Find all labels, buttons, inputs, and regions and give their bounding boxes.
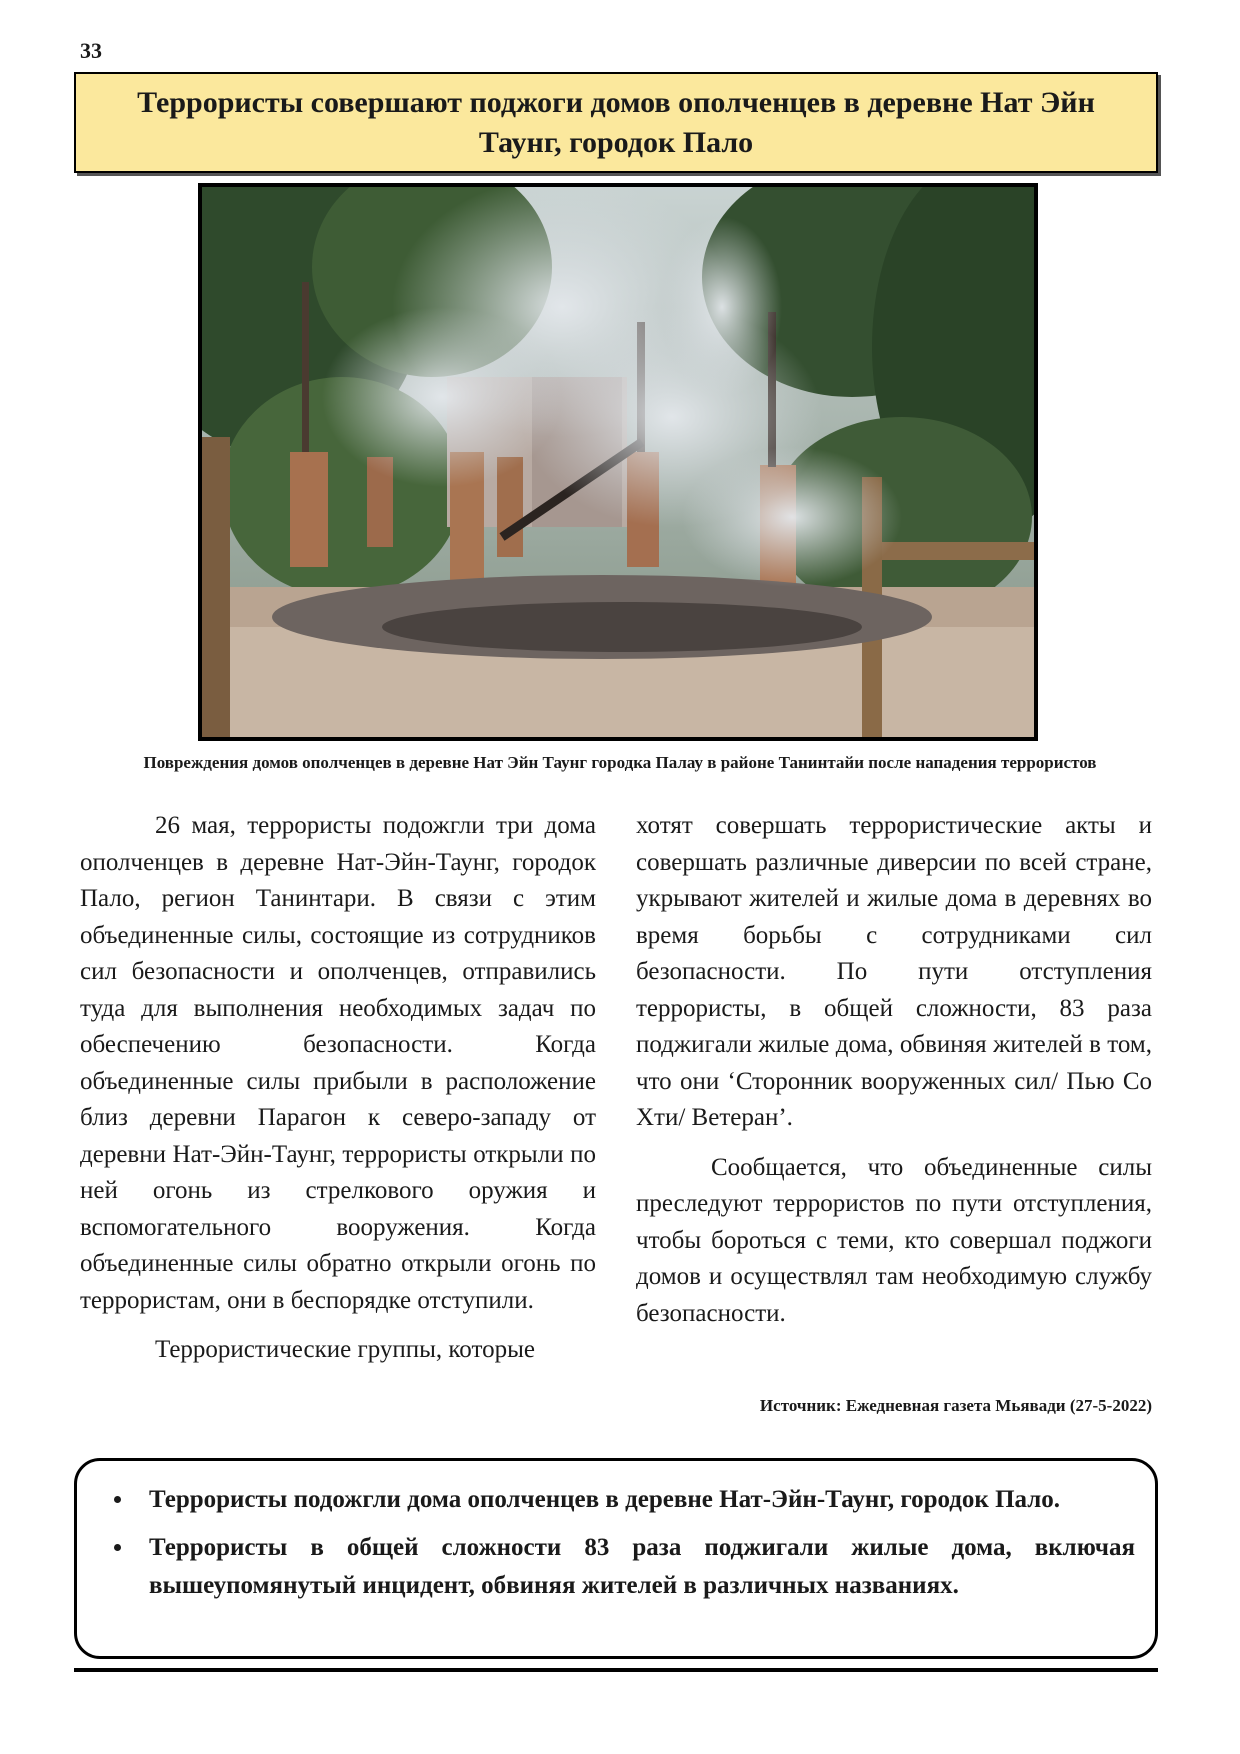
article-photo xyxy=(198,183,1038,741)
article-column-right xyxy=(636,808,1152,1345)
paragraph: 26 мая, террористы подожгли три дома ополченцев в деревне Нат-Эйн-Таунг, городок Пало, регион Танинтари. В связи с этим объединенные силы, состоящие из сотрудников сил безопасности и ополченцев, отправились туда для выполнения необходимых задач по обеспечению безопасности. Когда объединенные силы прибыли в расположение близ деревни Парагон к северо-западу от деревни Нат-Эйн-Таунг, террористы открыли по ней огонь из стрелкового оружия и вспомогательного вооружения. Когда объединенные силы обратно открыли огонь по террористам, они в беспорядке отступили. xyxy=(80,812,596,1314)
summary-list xyxy=(97,1481,1135,1605)
article-column-left xyxy=(80,808,596,1382)
photo-caption: Повреждения домов ополченцев в деревне Нат Эйн Таунг городка Палау в районе Танинтайи после нападения террористов xyxy=(143,753,1097,772)
summary-item: • Террористы подожгли дома ополченцев в деревне Нат-Эйн-Таунг, городок Пало. xyxy=(135,1481,1135,1519)
paragraph: хотят совершать террористические акты и совершать различные диверсии по всей стране, укрывают жителей и жилые дома в деревнях во время борьбы с сотрудниками сил безопасности. По пути отступления террористы, в общей сложности, 83 раза поджигали жилые дома, обвиняя жителей в том, что они ‘Сторонник вооруженных сил/ Пью Со Хти/ Ветеран’. xyxy=(636,812,1152,1131)
summary-item: • Террористы в общей сложности 83 раза поджигали жилые дома, включая вышеупомянутый инцидент, обвиняя жителей в различных названиях. xyxy=(135,1529,1135,1605)
bottom-divider xyxy=(74,1668,1158,1672)
summary-box xyxy=(74,1458,1158,1659)
paragraph: Террористические группы, которые xyxy=(155,1336,535,1363)
paragraph: Сообщается, что объединенные силы преследуют террористов по пути отступления, чтобы бороться с теми, кто совершал поджоги домов и осуществлял там необходимую службу безопасности. xyxy=(636,1153,1152,1327)
page-number: 33 xyxy=(80,38,102,63)
article-title: Террористы совершают поджоги домов ополченцев в деревне Нат Эйн Таунг, городок Пало xyxy=(74,72,1158,173)
source-note: Источник: Ежедневная газета Мьявади (27-5-2022) xyxy=(759,1396,1152,1415)
burned-house-photo-icon xyxy=(202,187,1034,737)
